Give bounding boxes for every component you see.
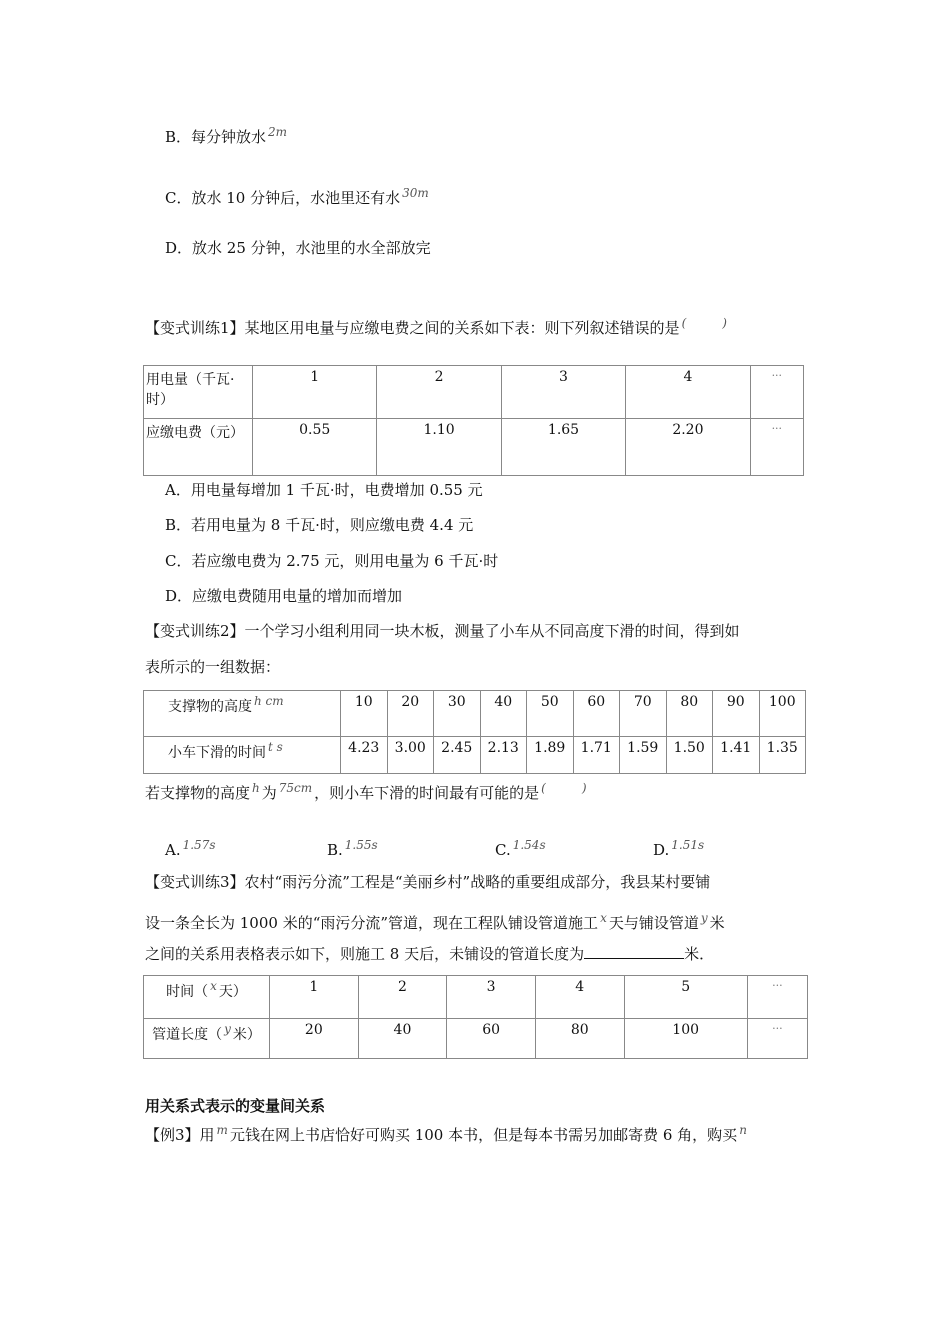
- variant3-line2: 设一条全长为 1000 米的“雨污分流”管道，现在工程队铺设管道施工 $^x$ 天与铺设管道 $^y$ 米: [145, 911, 725, 932]
- option-c: C．放水 10 分钟后，水池里还有水 $^{30m}$: [165, 186, 429, 207]
- v1-option-a: A．用电量每增加 1 千瓦·时，电费增加 0.55 元: [165, 481, 483, 499]
- cell: 1.89: [527, 737, 574, 774]
- answer-blank[interactable]: [584, 944, 684, 959]
- cell: 2.45: [434, 737, 481, 774]
- v2-option-c: C. $^{1.54s}$: [495, 838, 546, 859]
- cell: 1.35: [759, 737, 806, 774]
- v1-option-b: B．若用电量为 8 千瓦·时，则应缴电费 4.4 元: [165, 516, 474, 534]
- variant1-stem: 【变式训练1】某地区用电量与应缴电费之间的关系如下表：则下列叙述错误的是 ( ): [145, 316, 727, 337]
- cell: ···: [747, 976, 807, 1019]
- cell: 2.20: [626, 419, 750, 476]
- cell: 1: [253, 366, 377, 419]
- cell: 3.00: [387, 737, 434, 774]
- table-header: 支撑物的高度 h cm: [144, 691, 341, 737]
- cell: 80: [666, 691, 713, 737]
- variant2-stem-cont: 表所示的一组数据：: [145, 658, 281, 676]
- cell: 10: [341, 691, 388, 737]
- cell: 4.23: [341, 737, 388, 774]
- cell: 60: [447, 1019, 536, 1059]
- variant3-line1: 【变式训练3】农村“雨污分流”工程是“美丽乡村”战略的重要组成部分，我县某村要铺: [145, 873, 711, 891]
- cell: ···: [750, 366, 803, 419]
- cell: 5: [624, 976, 747, 1019]
- v1-option-c: C．若应缴电费为 2.75 元，则用电量为 6 千瓦·时: [165, 552, 499, 570]
- table-header: 应缴电费（元）: [144, 419, 253, 476]
- cell: 1.41: [713, 737, 760, 774]
- cell: 1.71: [573, 737, 620, 774]
- cell: ···: [750, 419, 803, 476]
- cell: 90: [713, 691, 760, 737]
- cell: 4: [535, 976, 624, 1019]
- variant3-line3: 之间的关系用表格表示如下，则施工 8 天后，未铺设的管道长度为 米．: [145, 945, 715, 963]
- cell: 3: [447, 976, 536, 1019]
- cell: ···: [747, 1019, 807, 1059]
- v2-option-b: B. $^{1.55s}$: [327, 838, 378, 859]
- cell: 70: [620, 691, 667, 737]
- table-header: 用电量（千瓦·时）: [144, 366, 253, 419]
- option-b: B．每分钟放水 $^{2m}$: [165, 125, 288, 146]
- cell: 100: [624, 1019, 747, 1059]
- example3-text: 【例3】用 $^m$ 元钱在网上书店恰好可购买 100 本书，但是每本书需另加邮寄费 6 角，购买 $^n$: [145, 1123, 747, 1144]
- cell: 1.59: [620, 737, 667, 774]
- cell: 0.55: [253, 419, 377, 476]
- variant2-question: 若支撑物的高度 $^h$ 为 $^{75cm}$ ，则小车下滑的时间最有可能的是 ( ): [145, 781, 587, 802]
- slide-time-table: [143, 690, 806, 774]
- option-d: D．放水 25 分钟，水池里的水全部放完: [165, 239, 431, 257]
- cell: 3: [501, 366, 625, 419]
- table-header: 管道长度（ y 米）: [144, 1019, 270, 1059]
- cell: 1.65: [501, 419, 625, 476]
- table-header: 小车下滑的时间 t s: [144, 737, 341, 774]
- cell: 40: [358, 1019, 447, 1059]
- cell: 2.13: [480, 737, 527, 774]
- cell: 100: [759, 691, 806, 737]
- cell: 40: [480, 691, 527, 737]
- pipe-table: [143, 975, 808, 1059]
- cell: 30: [434, 691, 481, 737]
- v2-option-d: D. $^{1.51s}$: [653, 838, 705, 859]
- cell: 20: [270, 1019, 359, 1059]
- cell: 60: [573, 691, 620, 737]
- variant2-stem: 【变式训练2】一个学习小组利用同一块木板，测量了小车从不同高度下滑的时间，得到如: [145, 622, 740, 640]
- cell: 2: [358, 976, 447, 1019]
- cell: 80: [535, 1019, 624, 1059]
- cell: 1.50: [666, 737, 713, 774]
- v2-option-a: A. $^{1.57s}$: [165, 838, 216, 859]
- cell: 4: [626, 366, 750, 419]
- cell: 20: [387, 691, 434, 737]
- table-header: 时间（ x 天）: [144, 976, 270, 1019]
- v1-option-d: D．应缴电费随用电量的增加而增加: [165, 587, 403, 605]
- electricity-table: [143, 365, 804, 476]
- cell: 50: [527, 691, 574, 737]
- cell: 1.10: [377, 419, 501, 476]
- section-title: 用关系式表示的变量间关系: [145, 1097, 326, 1115]
- cell: 1: [270, 976, 359, 1019]
- cell: 2: [377, 366, 501, 419]
